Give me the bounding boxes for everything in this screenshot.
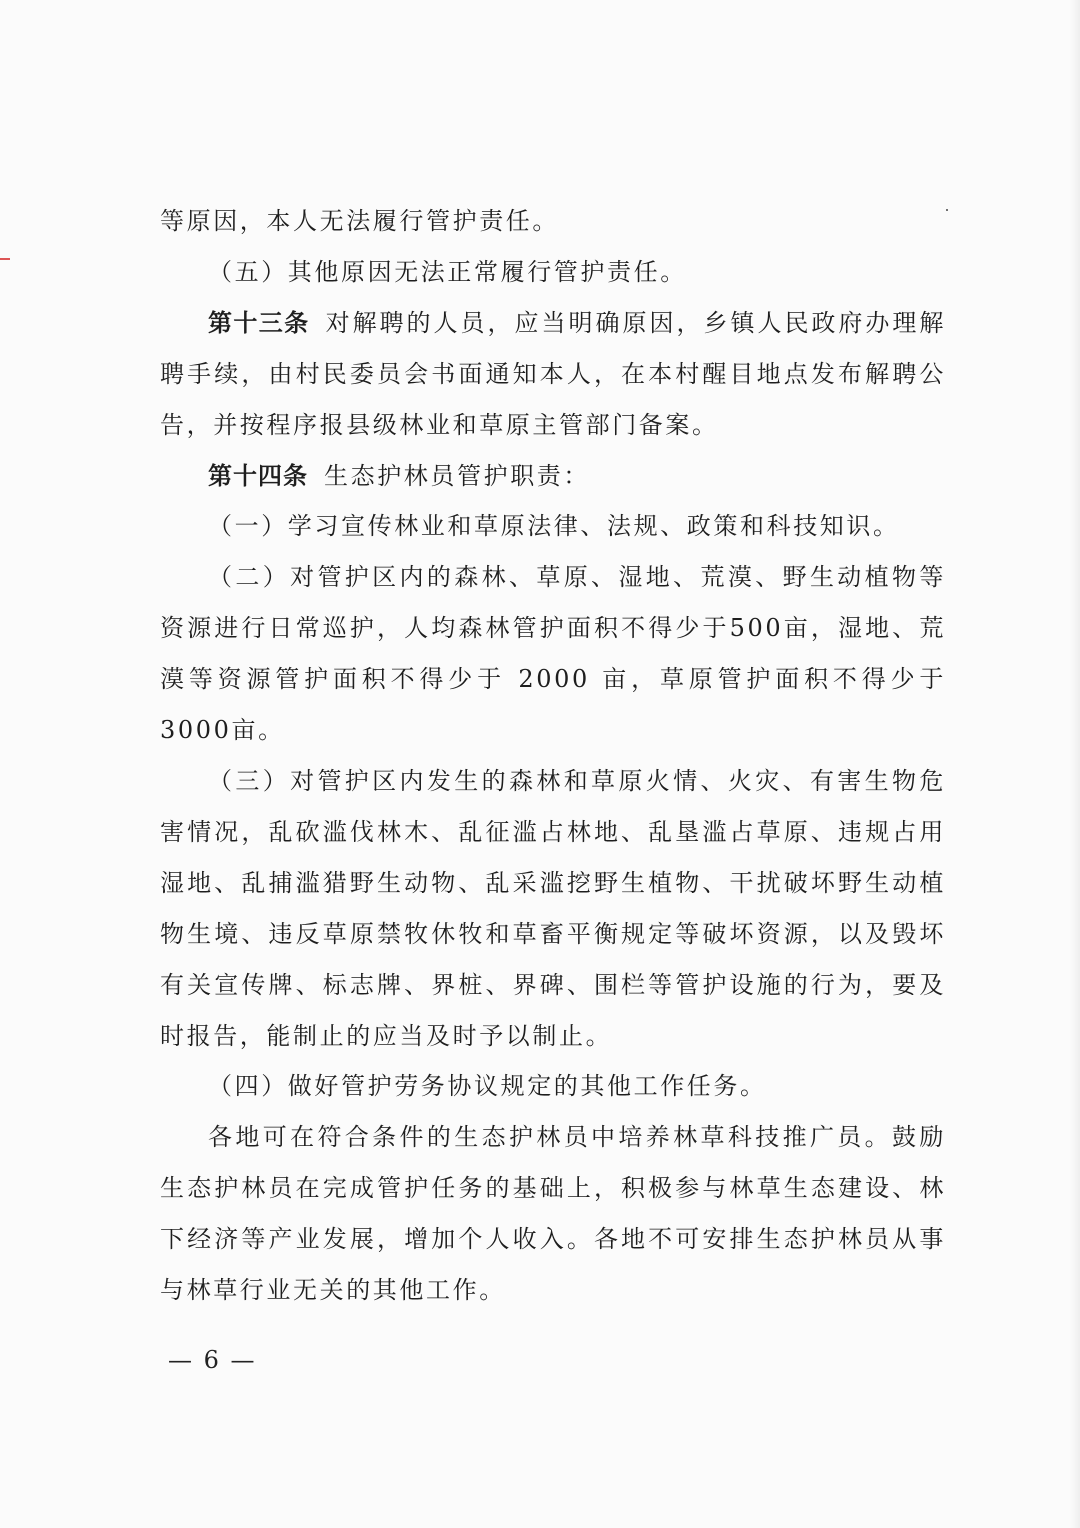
duty-item-two xyxy=(160,552,946,756)
duty-item-four xyxy=(160,1061,946,1112)
paragraph-text: 生态护林员管护职责： xyxy=(324,461,590,490)
paragraph-text: （五）其他原因无法正常履行管护责任。 xyxy=(208,257,687,286)
paragraph-continuation xyxy=(160,196,946,247)
paragraph-text: （一）学习宣传林业和草原法律、法规、政策和科技知识。 xyxy=(208,512,900,541)
article-number: 第十三条 xyxy=(208,308,310,337)
article-thirteen xyxy=(160,298,946,451)
paragraph-text: （二）对管护区内的森林、草原、湿地、荒漠、野生动植物等资源进行日常巡护，人均森林管护面积不得少于500亩，湿地、荒漠等资源管护面积不得少于 2000 亩，草原管护面积不得少于3000亩。 xyxy=(160,563,946,745)
paragraph-text: （三）对管护区内发生的森林和草原火情、火灾、有害生物危害情况，乱砍滥伐林木、乱征滥占林地、乱垦滥占草原、违规占用湿地、乱捕滥猎野生动物、乱采滥挖野生植物、干扰破坏野生动植物生境、违反草原禁牧休牧和草畜平衡规定等破坏资源，以及毁坏有关宣传牌、标志牌、界桩、界碑、围栏等管护设施的行为，要及时报告，能制止的应当及时予以制止。 xyxy=(160,766,946,1050)
article-number: 第十四条 xyxy=(208,461,308,490)
paragraph-text: （四）做好管护劳务协议规定的其他工作任务。 xyxy=(208,1072,767,1101)
paragraph-item-five xyxy=(160,247,946,298)
duty-item-three xyxy=(160,756,946,1061)
page-number: — 6 — xyxy=(168,1346,257,1374)
scan-margin-mark xyxy=(0,258,10,260)
duty-item-one xyxy=(160,501,946,552)
article-fourteen xyxy=(160,451,946,502)
scan-dot-mark xyxy=(946,209,948,211)
paragraph-text: 等原因，本人无法履行管护责任。 xyxy=(160,207,559,235)
paragraph-text: 对解聘的人员，应当明确原因，乡镇人民政府办理解聘手续，由村民委员会书面通知本人，在本村醒目地点发布解聘公告，并按程序报县级林业和草原主管部门备案。 xyxy=(160,308,946,439)
paragraph-text: 各地可在符合条件的生态护林员中培养林草科技推广员。鼓励生态护林员在完成管护任务的基础上，积极参与林草生态建设、林下经济等产业发展，增加个人收入。各地不可安排生态护林员从事与林草行业无关的其他工作。 xyxy=(160,1123,946,1305)
document-body xyxy=(160,196,946,1316)
paragraph-local-guidance xyxy=(160,1112,946,1316)
